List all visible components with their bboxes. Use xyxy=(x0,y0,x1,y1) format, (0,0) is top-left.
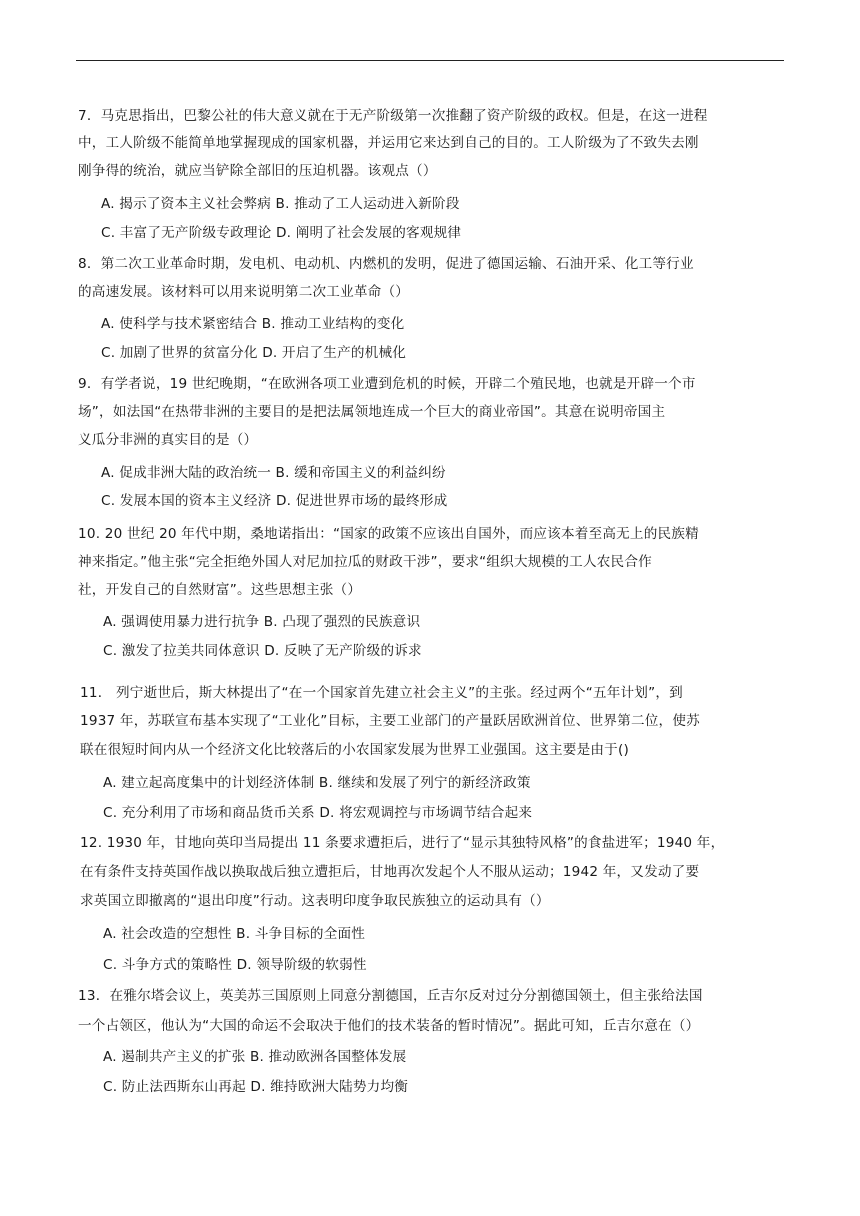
question-9-stem-line: 9．有学者说，19 世纪晚期，“在欧洲各项工业遭到危机的时候，开辟二个殖民地，也就是开辟一个市 xyxy=(78,376,696,392)
question-8-stem-line: 8．第二次工业革命时期，发电机、电动机、内燃机的发明，促进了德国运输、石油开采、化工等行业 xyxy=(78,256,694,272)
question-12-stem-line: 在有条件支持英国作战以换取战后独立遭拒后，甘地再次发起个人不服从运动；1942 年，又发动了要 xyxy=(80,864,700,880)
question-9-options-line: A. 促成非洲大陆的政治统一 B. 缓和帝国主义的利益纠纷 xyxy=(101,465,446,481)
question-8-stem-line: 的高速发展。该材料可以用来说明第二次工业革命（） xyxy=(78,284,410,300)
question-9-stem-line: 义瓜分非洲的真实目的是（） xyxy=(78,432,258,448)
question-8-options-line: C. 加剧了世界的贫富分化 D. 开启了生产的机械化 xyxy=(101,345,407,361)
question-8-options-line: A. 使科学与技术紧密结合 B. 推动工业结构的变化 xyxy=(101,316,405,332)
question-11-stem-line: 1937 年，苏联宣布基本实现了“工业化”目标，主要工业部门的产量跃居欧洲首位、世界第二位，使苏 xyxy=(80,713,700,729)
question-10-stem-line: 神来指定。”他主张“完全拒绝外国人对尼加拉瓜的财政干涉”，要求“组织大规模的工人农民合作 xyxy=(78,554,652,570)
question-11-stem-line: 11． 列宁逝世后，斯大林提出了“在一个国家首先建立社会主义”的主张。经过两个“五年计划”，到 xyxy=(80,685,683,701)
question-12-stem-line: 求英国立即撤离的“退出印度”行动。这表明印度争取民族独立的运动具有（） xyxy=(80,893,550,909)
question-10-options-line: A. 强调使用暴力进行抗争 B. 凸现了强烈的民族意识 xyxy=(103,614,421,630)
question-10-stem-line: 10. 20 世纪 20 年代中期，桑地诺指出：“国家的政策不应该出自国外，而应该本着至高无上的民族精 xyxy=(78,526,699,542)
header-rule xyxy=(76,60,784,61)
question-12-options-line: A. 社会改造的空想性 B. 斗争目标的全面性 xyxy=(103,926,366,942)
question-7-stem-line: 7．马克思指出，巴黎公社的伟大意义就在于无产阶级第一次推翻了资产阶级的政权。但是，在这一进程 xyxy=(78,108,708,124)
question-9-stem-line: 场”，如法国“在热带非洲的主要目的是把法属领地连成一个巨大的商业帝国”。其意在说明帝国主 xyxy=(78,404,666,420)
question-13-options-line: C. 防止法西斯东山再起 D. 维持欧洲大陆势力均衡 xyxy=(103,1079,409,1095)
question-12-options-line: C. 斗争方式的策略性 D. 领导阶级的软弱性 xyxy=(103,957,367,973)
question-7-stem-line: 中，工人阶级不能简单地掌握现成的国家机器，并运用它来达到自己的目的。工人阶级为了不致失去刚 xyxy=(78,135,699,151)
question-10-options-line: C. 激发了拉美共同体意识 D. 反映了无产阶级的诉求 xyxy=(103,643,422,659)
question-10-stem-line: 社，开发自己的自然财富”。这些思想主张（） xyxy=(78,582,362,598)
question-9-options-line: C. 发展本国的资本主义经济 D. 促进世界市场的最终形成 xyxy=(101,493,448,509)
question-7-options-line: C. 丰富了无产阶级专政理论 D. 阐明了社会发展的客观规律 xyxy=(101,225,462,241)
question-13-stem-line: 一个占领区，他认为“大国的命运不会取决于他们的技术装备的暂时情况”。据此可知，丘吉尔意在（） xyxy=(78,1018,700,1034)
question-11-options-line: A. 建立起高度集中的计划经济体制 B. 继续和发展了列宁的新经济政策 xyxy=(103,775,531,791)
question-7-options-line: A. 揭示了资本主义社会弊病 B. 推动了工人运动进入新阶段 xyxy=(101,196,460,212)
question-12-stem-line: 12. 1930 年，甘地向英印当局提出 11 条要求遭拒后，进行了“显示其独特风格”的食盐进军；1940 年， xyxy=(80,835,725,851)
question-13-stem-line: 13．在雅尔塔会议上，英美苏三国原则上同意分割德国，丘吉尔反对过分分割德国领土，但主张给法国 xyxy=(78,988,703,1004)
question-11-options-line: C. 充分利用了市场和商品货币关系 D. 将宏观调控与市场调节结合起来 xyxy=(103,805,533,821)
question-11-stem-line: 联在很短时间内从一个经济文化比较落后的小农国家发展为世界工业强国。这主要是由于() xyxy=(80,742,629,758)
question-13-options-line: A. 遏制共产主义的扩张 B. 推动欧洲各国整体发展 xyxy=(103,1049,407,1065)
question-7-stem-line: 刚争得的统治，就应当铲除全部旧的压迫机器。该观点（） xyxy=(78,163,437,179)
